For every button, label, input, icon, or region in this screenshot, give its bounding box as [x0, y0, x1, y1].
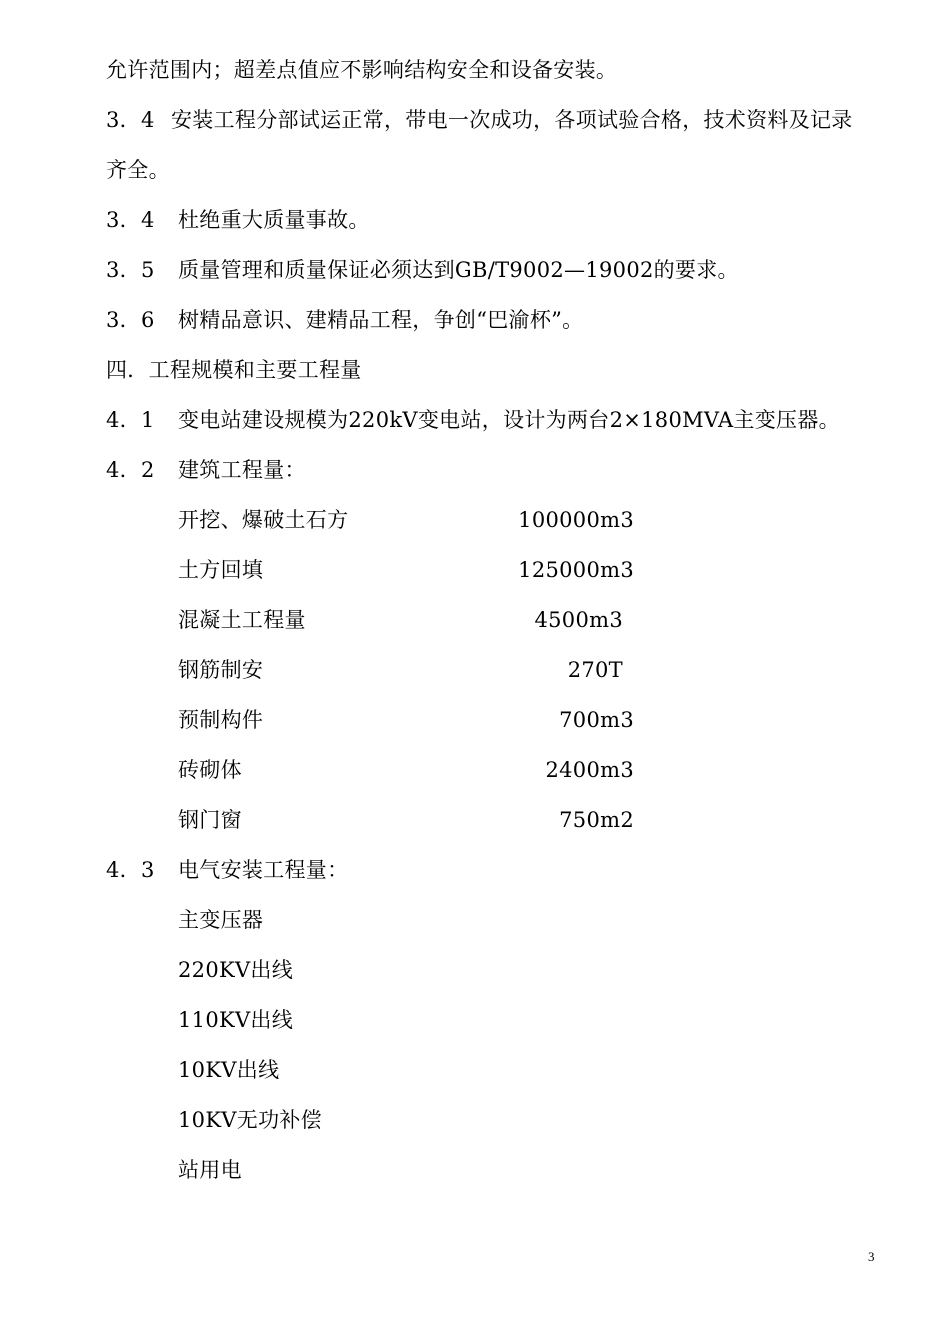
- clause-number: 3．5: [106, 258, 155, 282]
- quantity-item-name: 土方回填: [178, 558, 264, 582]
- section-heading: 四．工程规模和主要工程量: [106, 358, 362, 382]
- page-number: 3: [868, 1249, 875, 1264]
- clause-text: 杜绝重大质量事故。: [178, 208, 370, 232]
- clause-number: 3．4: [106, 108, 155, 132]
- quantity-value: 270T: [567, 658, 623, 682]
- quantity-item-name: 钢门窗: [178, 808, 242, 832]
- clause-text: 电气安装工程量：: [178, 858, 349, 882]
- electrical-item-name: 主变压器: [178, 908, 264, 932]
- quantity-value: 2400m3: [545, 758, 634, 782]
- quantity-item-name: 预制构件: [178, 708, 264, 732]
- quantity-value: 750m2: [559, 808, 634, 832]
- quantity-item-name: 开挖、爆破土石方: [178, 508, 349, 532]
- clause-number: 4．2: [106, 458, 155, 482]
- clause-text: 质量管理和质量保证必须达到GB/T9002—19002的要求。: [178, 258, 739, 282]
- clause-number: 3．6: [106, 308, 155, 332]
- clause-text: 建筑工程量：: [178, 458, 306, 482]
- clause-text: 齐全。: [106, 158, 170, 182]
- electrical-item-name: 站用电: [178, 1158, 242, 1182]
- quantity-value: 700m3: [559, 708, 634, 732]
- quantity-item-name: 钢筋制安: [178, 658, 264, 682]
- electrical-item-name: 10KV无功补偿: [178, 1108, 322, 1132]
- clause-number: 4．1: [106, 408, 155, 432]
- electrical-item-name: 10KV出线: [178, 1058, 280, 1082]
- clause-text: 安装工程分部试运正常，带电一次成功，各项试验合格，技术资料及记录: [171, 108, 853, 132]
- electrical-item-name: 110KV出线: [178, 1008, 294, 1032]
- paragraph-text: 允许范围内；超差点值应不影响结构安全和设备安装。: [106, 58, 618, 82]
- clause-number: 4．3: [106, 858, 155, 882]
- quantity-value: 4500m3: [534, 608, 623, 632]
- quantity-value: 100000m3: [518, 508, 634, 532]
- clause-text: 树精品意识、建精品工程，争创“巴渝杯”。: [178, 308, 584, 332]
- clause-text: 变电站建设规模为220kV变电站，设计为两台2×180MVA主变压器。: [178, 408, 840, 432]
- clause-number: 3．4: [106, 208, 155, 232]
- electrical-item-name: 220KV出线: [178, 958, 294, 982]
- quantity-item-name: 混凝土工程量: [178, 608, 306, 632]
- quantity-value: 125000m3: [518, 558, 634, 582]
- quantity-item-name: 砖砌体: [178, 758, 242, 782]
